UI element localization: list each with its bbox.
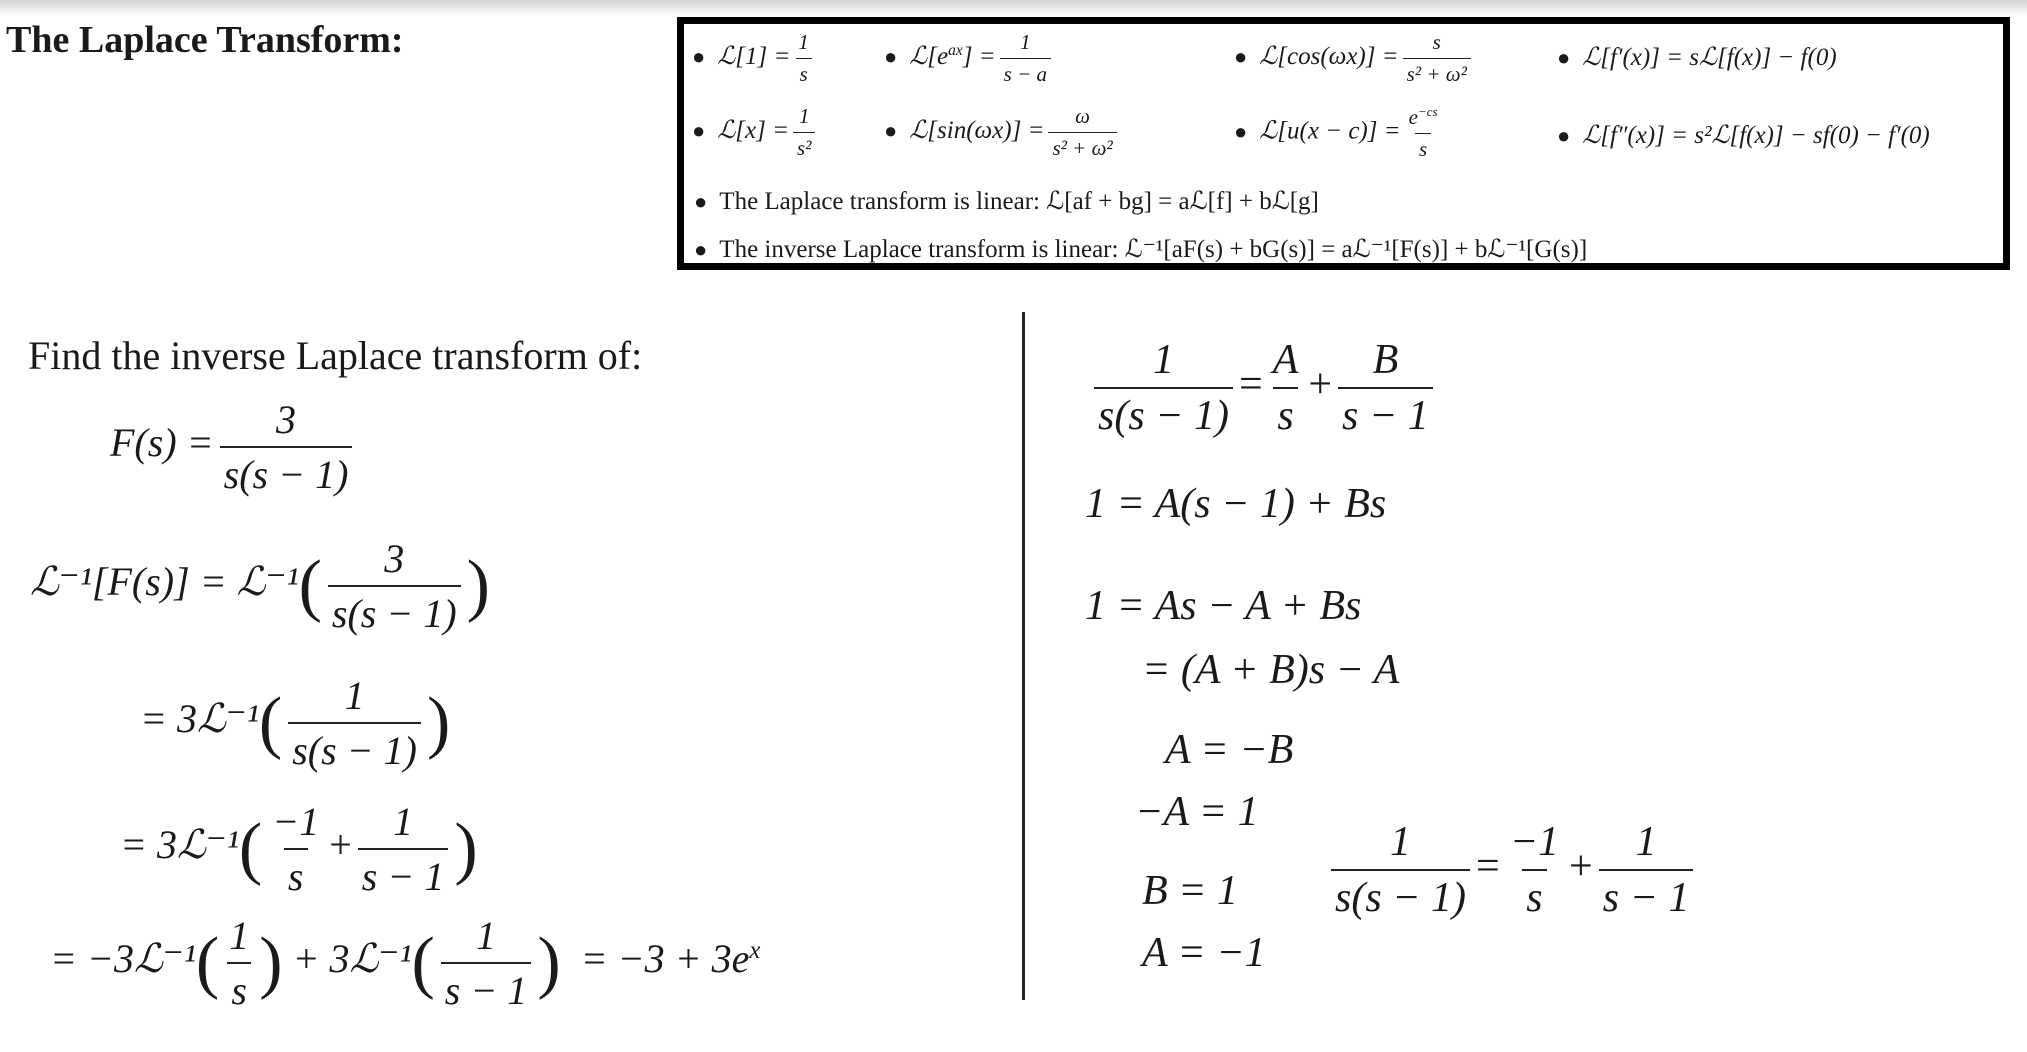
formula-box (677, 17, 2010, 270)
solution-step-1: ℒ⁻¹[F(s)] = ℒ⁻¹( $\frac{3}{s(s - 1)}$ ) (30, 536, 490, 636)
solution-step-3: = 3ℒ⁻¹( $\frac{-1}{s}$ + $\frac{1}{s - 1}$ ) (120, 799, 478, 899)
solution-step-2: = 3ℒ⁻¹( $\frac{1}{s(s - 1)}$ ) (140, 673, 451, 773)
partial-fraction-setup: $\frac{1}{s(s - 1)}$ = $\frac{A}{s}$ + $\frac{B}{s - 1}$ (1088, 336, 1439, 440)
page-heading: The Laplace Transform: (6, 19, 404, 61)
formula-laplace-1: ● ℒ[1] = $\frac{1}{s}$ (692, 30, 817, 87)
equation-4: A = −B (1165, 727, 1294, 773)
equation-1: 1 = A(s − 1) + Bs (1085, 481, 1387, 527)
final-decomposition: $\frac{1}{s(s - 1)}$ = $\frac{-1}{s}$ + $\frac{1}{s - 1}$ (1325, 818, 1699, 922)
linearity-statement: ● The Laplace transform is linear: ℒ[af + bg] = aℒ[f] + bℒ[g] (694, 188, 1319, 215)
equation-3: = (A + B)s − A (1142, 647, 1400, 693)
problem-prompt: Find the inverse Laplace transform of: (28, 333, 643, 378)
equation-2: 1 = As − A + Bs (1085, 583, 1362, 629)
problem-function: F(s) = $\frac{3}{s(s - 1)}$ (110, 396, 358, 498)
equation-7: A = −1 (1142, 930, 1266, 976)
solution-step-4: = −3ℒ⁻¹( $\frac{1}{s}$ ) + 3ℒ⁻¹( $\frac{1}{s - 1}$ ) = $-3 + 3e^x$ (50, 913, 761, 1013)
formula-laplace-sin: ● ℒ[sin(ωx)] = $\frac{\omega}{\text{s² + ω²}}$ (884, 104, 1121, 161)
final-answer: = −3 + 3e (580, 936, 750, 982)
inverse-linearity-statement: ● The inverse Laplace transform is linear: ℒ⁻¹[aF(s) + bG(s)] = aℒ⁻¹[F(s)] + bℒ⁻¹[G(s)] (694, 236, 1588, 263)
equation-6: B = 1 (1142, 868, 1238, 914)
formula-laplace-x: ● ℒ[x] = $\frac{1}{\text{s²}}$ (692, 104, 819, 161)
formula-laplace-exp: ● $ℒ[e^{ax}]$ = $\frac{1}{s - a}$ (884, 30, 1055, 87)
column-divider (1022, 312, 1025, 1000)
formula-laplace-step: ● ℒ[u(x − c)] = $\frac{e^{-cs}}{s}$ (1234, 104, 1438, 161)
top-shadow (0, 0, 2027, 16)
formula-laplace-derivative: ● ℒ[f′(x)] = sℒ[f(x)] − f(0) (1557, 44, 1837, 71)
formula-laplace-second-derivative: ● ℒ[f″(x)] = s²ℒ[f(x)] − sf(0) − f′(0) (1557, 122, 1930, 149)
formula-laplace-cos: ● ℒ[cos(ωx)] = $\frac{s}{\text{s² + ω²}}$ (1234, 30, 1475, 87)
equation-5: −A = 1 (1135, 789, 1259, 835)
